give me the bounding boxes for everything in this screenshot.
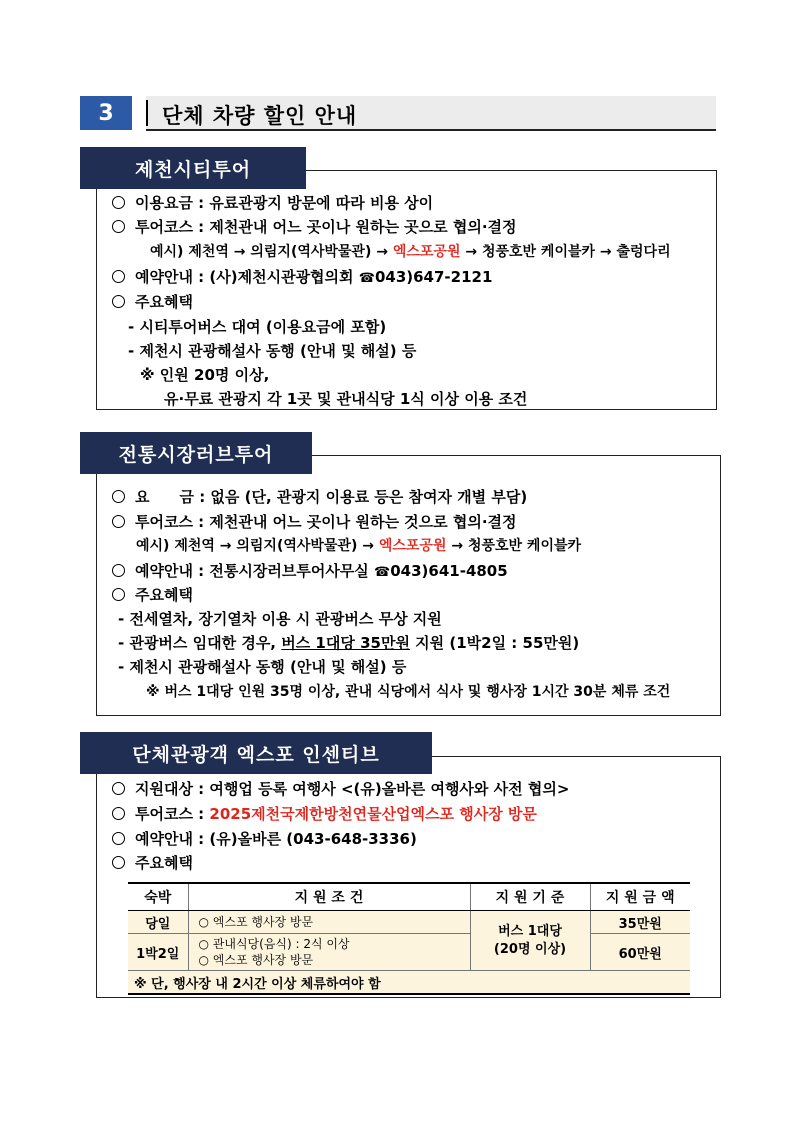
- col-header-stay: 숙박: [128, 883, 188, 911]
- criteria-cell: 버스 1대당 (20명 이상): [470, 911, 590, 971]
- city-usage: 이용요금 : 유료관광지 방문에 따라 비용 상이: [112, 192, 433, 214]
- market-note: ※ 버스 1대당 인원 35명 이상, 관내 식당에서 식사 및 행사장 1시간 30분 체류 조건: [146, 684, 671, 700]
- table-note: ※ 단, 행사장 내 2시간 이상 체류하여야 함: [128, 971, 690, 995]
- city-note-2: 유·무료 관광지 각 1곳 및 관내식당 1식 이상 이용 조건: [164, 390, 528, 408]
- market-benefit-1: - 전세열차, 장기열차 이용 시 관광버스 무상 지원: [118, 610, 442, 628]
- col-header-condition: 지 원 조 건: [188, 883, 470, 911]
- bullet-circle: [112, 295, 125, 308]
- bullet-circle: [112, 856, 125, 869]
- market-benefits-heading: 주요혜택: [112, 584, 193, 606]
- stay-cell: 당일: [128, 911, 188, 934]
- title-underline: [146, 129, 716, 131]
- expo-reservation: 예약안내 : (유)올바른 (043-648-3336): [112, 828, 417, 850]
- city-course: 투어코스 : 제천관내 어느 곳이나 원하는 곳으로 협의·결정: [112, 216, 517, 238]
- bullet-circle: [112, 564, 125, 577]
- col-header-amount: 지 원 금 액: [590, 883, 690, 911]
- table-note-row: [128, 971, 690, 995]
- city-tour-tab: 제천시티투어: [80, 147, 306, 189]
- title-divider: [146, 100, 148, 126]
- bullet-circle: [112, 220, 125, 233]
- city-benefit-2: - 제천시 관광해설사 동행 (안내 및 해설) 등: [128, 342, 417, 360]
- expo-benefits-heading: 주요혜택: [112, 852, 193, 874]
- expo-tab: 단체관광객 엑스포 인센티브: [80, 732, 432, 774]
- city-reservation: 예약안내 : (사)제천시관광협의회 ☎043)647-2121: [112, 266, 492, 290]
- bullet-circle: [112, 196, 125, 209]
- city-benefits-heading: 주요혜택: [112, 291, 193, 313]
- bullet-circle: [112, 782, 125, 795]
- bullet-circle: [112, 270, 125, 283]
- city-benefit-1: - 시티투어버스 대여 (이용요금에 포함): [128, 318, 387, 336]
- bullet-circle: [112, 490, 125, 503]
- city-example: 예시) 제천역 → 의림지(역사박물관) → 엑스포공원 → 청풍호반 케이블카 → 출렁다리: [150, 244, 671, 260]
- phone-icon: ☎: [358, 271, 375, 286]
- condition-cell: ○ 관내식당(음식) : 2식 이상 ○ 엑스포 행사장 방문: [188, 934, 470, 971]
- table-header-row: [128, 883, 690, 911]
- section-number: 3: [80, 96, 132, 130]
- market-tour-tab: 전통시장러브투어: [80, 432, 312, 474]
- section-title-bar: [146, 96, 716, 130]
- page-title: 단체 차량 할인 안내: [162, 104, 358, 128]
- phone-icon: ☎: [374, 565, 391, 580]
- market-course: 투어코스 : 제천관내 어느 곳이나 원하는 것으로 협의·결정: [112, 511, 517, 533]
- bullet-circle: [112, 515, 125, 528]
- table-row: [128, 911, 690, 934]
- bullet-circle: [112, 807, 125, 820]
- city-note-1: ※ 인원 20명 이상,: [140, 366, 270, 384]
- market-benefit-2: - 관광버스 임대한 경우, 버스 1대당 35만원 지원 (1박2일 : 55만원): [118, 634, 580, 652]
- col-header-criteria: 지 원 기 준: [470, 883, 590, 911]
- expo-course: 투어코스 : 2025제천국제한방천연물산업엑스포 행사장 방문: [112, 803, 537, 825]
- expo-target: 지원대상 : 여행업 등록 여행사 <(유)올바른 여행사와 사전 협의>: [112, 778, 569, 800]
- incentive-table: [128, 882, 690, 995]
- market-reservation: 예약안내 : 전통시장러브투어사무실 ☎043)641-4805: [112, 560, 508, 584]
- bullet-circle: [112, 588, 125, 601]
- table-row: [128, 934, 690, 971]
- market-benefit-3: - 제천시 관광해설사 동행 (안내 및 해설) 등: [118, 658, 407, 676]
- market-example: 예시) 제천역 → 의림지(역사박물관) → 엑스포공원 → 청풍호반 케이블카: [136, 538, 582, 554]
- condition-cell: ○ 엑스포 행사장 방문: [188, 911, 470, 934]
- market-fee: 요 금 : 없음 (단, 관광지 이용료 등은 참여자 개별 부담): [112, 486, 527, 508]
- bullet-circle: [112, 832, 125, 845]
- stay-cell: 1박2일: [128, 934, 188, 971]
- amount-cell: 35만원: [590, 911, 690, 934]
- amount-cell: 60만원: [590, 934, 690, 971]
